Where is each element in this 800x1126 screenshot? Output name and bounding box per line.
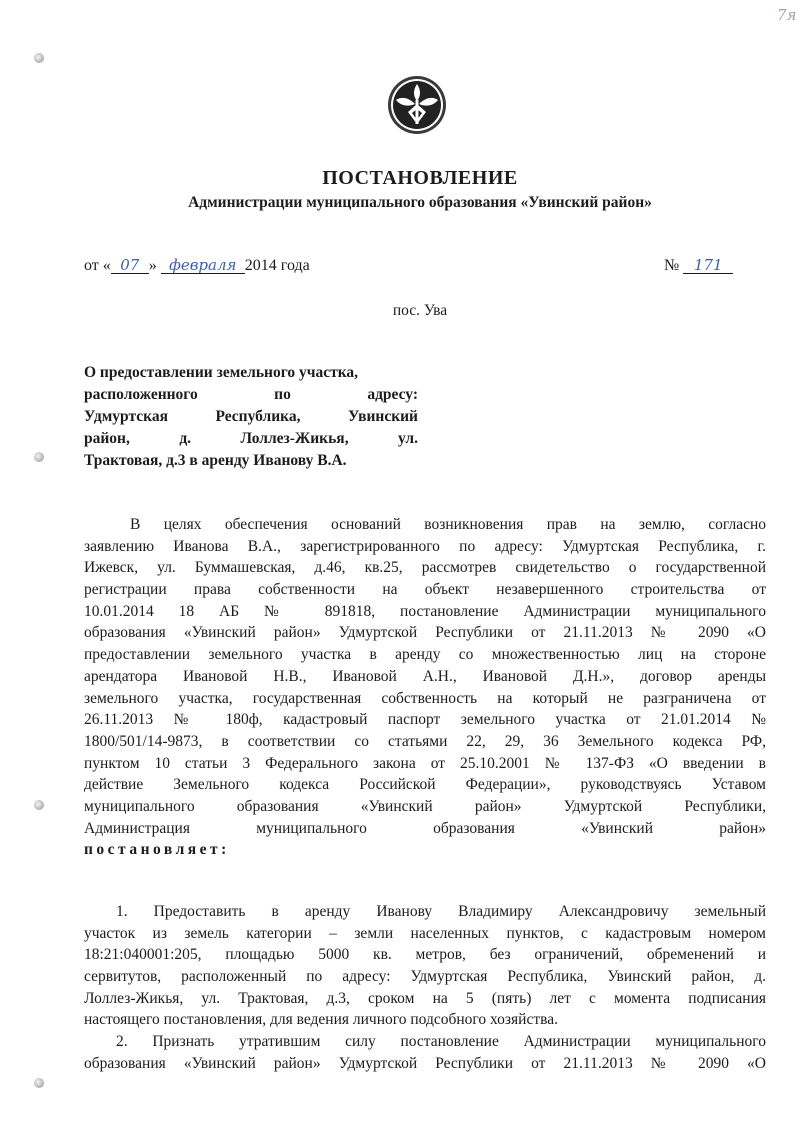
preamble-paragraph bbox=[84, 514, 766, 861]
punch-hole-mark bbox=[34, 452, 44, 462]
text-line: 18:21:040001:205, площадью 5000 кв. метров, без ограничений, обременений и bbox=[84, 946, 766, 964]
text-line: образования «Увинский район» Удмуртской Республики от 21.11.2013 № 2090 «О bbox=[84, 1054, 766, 1072]
date-month: февраля bbox=[161, 257, 245, 274]
item-1-paragraph bbox=[84, 901, 766, 1031]
text-line: предоставлении земельного участка в аренду со множественностью лиц на стороне bbox=[84, 646, 766, 664]
text-line: 1. Предоставить в аренду Иванову Владимиру Александровичу земельный bbox=[116, 903, 766, 920]
text-line: арендатора Ивановой Н.В., Ивановой А.Н., Ивановой Д.Н.», договор аренды bbox=[84, 667, 766, 685]
coat-of-arms-icon bbox=[386, 74, 448, 136]
text-line: Лоллез-Жикья, ул. Трактовая, д.3, сроком на 5 (пять) лет с момента подписания bbox=[84, 989, 766, 1007]
number-prefix: № bbox=[664, 257, 680, 274]
text-line: 1800/501/14-9873, в соответствии со статьями 22, 29, 36 Земельного кодекса РФ, bbox=[84, 732, 766, 750]
resolves-word: постановляет: bbox=[84, 841, 230, 859]
text-line: регистрации права собственности на объект незавершенного строительства от bbox=[84, 581, 766, 599]
subject-line: расположенного по адресу: bbox=[84, 386, 418, 403]
text-line: В целях обеспечения оснований возникновения прав на землю, согласно bbox=[130, 516, 766, 533]
item-2-paragraph bbox=[84, 1031, 766, 1074]
number-value: 171 bbox=[683, 257, 733, 274]
text-line: 2. Признать утратившим силу постановление Администрации муниципального bbox=[116, 1033, 766, 1050]
subject-line: район, д. Лоллез-Жикья, ул. bbox=[84, 430, 418, 447]
subject-line: О предоставлении земельного участка, bbox=[84, 364, 359, 381]
date-year: 2014 года bbox=[244, 257, 310, 274]
place-of-issue: пос. Ува bbox=[392, 302, 448, 319]
document-date bbox=[84, 257, 310, 275]
punch-hole-mark bbox=[34, 800, 44, 810]
punch-hole-mark bbox=[34, 1078, 44, 1088]
document-title: ПОСТАНОВЛЕНИЕ bbox=[322, 167, 518, 189]
text-line: Администрация муниципального образования «Увинский район» bbox=[84, 819, 766, 837]
text-line: действие Земельного кодекса Российской Федерации», руководствуясь Уставом bbox=[84, 776, 766, 794]
scan-mark: 7я bbox=[777, 6, 797, 24]
text-line: сервитутов, расположенный по адресу: Удмуртская Республика, Увинский район, д. bbox=[84, 968, 766, 986]
issuing-authority: Администрации муниципального образования «Увинский район» bbox=[188, 194, 652, 211]
date-day: 07 bbox=[111, 257, 149, 274]
text-line: Ижевск, ул. Буммашевская, д.46, кв.25, рассмотрев свидетельство о государственной bbox=[84, 559, 766, 577]
text-line: земельного участка, государственная собственность на который не разграничена от bbox=[84, 689, 766, 707]
subject-line: Удмуртская Республика, Увинский bbox=[84, 408, 418, 425]
subject-line: Трактовая, д.3 в аренду Иванову В.А. bbox=[84, 452, 347, 469]
text-line: образования «Увинский район» Удмуртской Республики от 21.11.2013 № 2090 «О bbox=[84, 624, 766, 642]
subject-heading bbox=[84, 362, 418, 472]
punch-hole-mark bbox=[34, 53, 44, 63]
text-line: заявлению Иванова В.А., зарегистрированного по адресу: Удмуртская Республика, г. bbox=[84, 537, 766, 555]
text-line: 10.01.2014 18 АБ № 891818, постановление Администрации муниципального bbox=[84, 602, 766, 620]
document-number bbox=[664, 257, 733, 275]
text-line: 26.11.2013 № 180ф, кадастровый паспорт земельного участка от 21.01.2014 № bbox=[84, 711, 766, 729]
date-mid: » bbox=[148, 257, 157, 274]
text-line: пунктом 10 статьи 3 Федерального закона от 25.10.2001 № 137-ФЗ «О введении в bbox=[84, 754, 766, 772]
text-line: участок из земель категории – земли населенных пунктов, с кадастровым номером bbox=[84, 924, 766, 942]
text-line: настоящего постановления, для ведения личного подсобного хозяйства. bbox=[84, 1011, 558, 1029]
date-prefix: от « bbox=[84, 257, 111, 274]
text-line: муниципального образования «Увинский район» Удмуртской Республики, bbox=[84, 797, 766, 815]
